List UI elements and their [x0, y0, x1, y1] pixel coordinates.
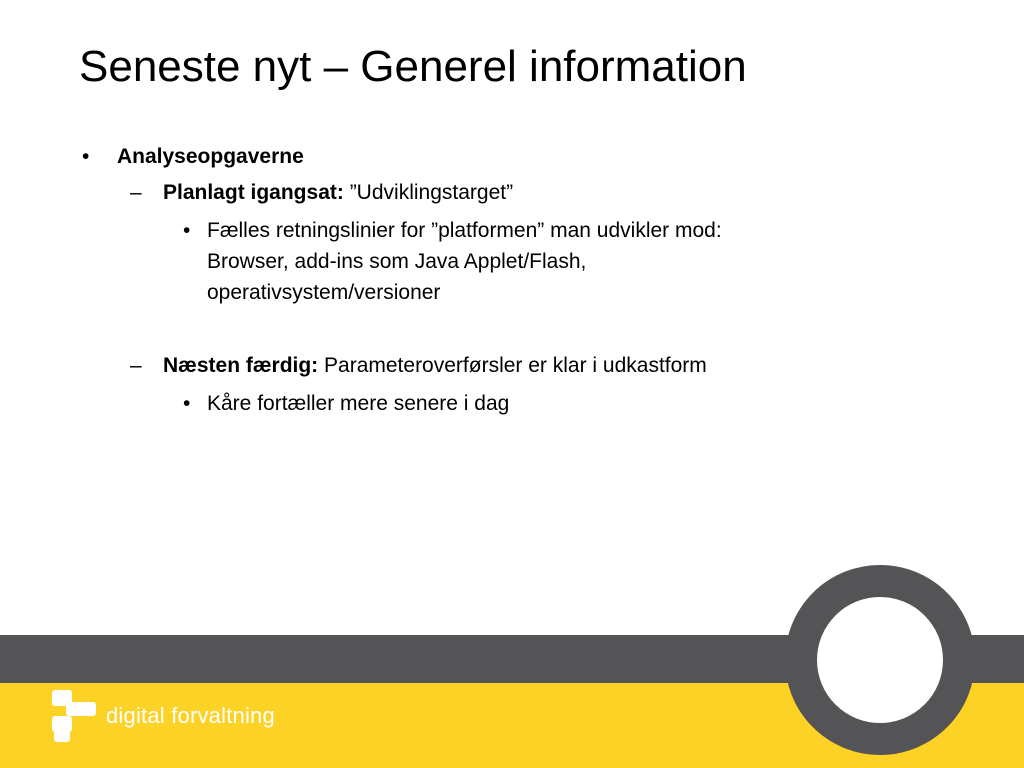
planned-label: Planlagt igangsat: [163, 181, 344, 204]
nearly-done-detail-line: Kåre fortæller mere senere i dag [207, 392, 510, 415]
dash-marker: – [130, 181, 142, 204]
planned-value: ”Udviklingstarget” [343, 181, 514, 204]
sub-bullet-marker: • [183, 219, 191, 242]
sub-bullet-marker: • [183, 392, 191, 415]
section-heading: Analyseopgaverne [117, 145, 304, 168]
planned-detail-line: Browser, add-ins som Java Applet/Flash, [207, 250, 587, 273]
nearly-done-item [163, 350, 707, 381]
ring-decoration [785, 565, 975, 755]
nearly-done-label: Næsten færdig: [163, 354, 319, 377]
dash-marker: – [130, 354, 142, 377]
logo-icon [52, 690, 98, 742]
planned-detail-line: Fælles retningslinier for ”platformen” man udvikler mod: [207, 219, 722, 242]
slide-title: Seneste nyt – Generel information [79, 42, 747, 91]
planned-item [163, 177, 513, 208]
planned-detail-line: operativsystem/versioner [207, 281, 441, 304]
logo-text: digital forvaltning [106, 703, 275, 728]
bullet-marker: • [82, 145, 90, 168]
nearly-done-value: Parameteroverførsler er klar i udkastform [318, 354, 707, 377]
